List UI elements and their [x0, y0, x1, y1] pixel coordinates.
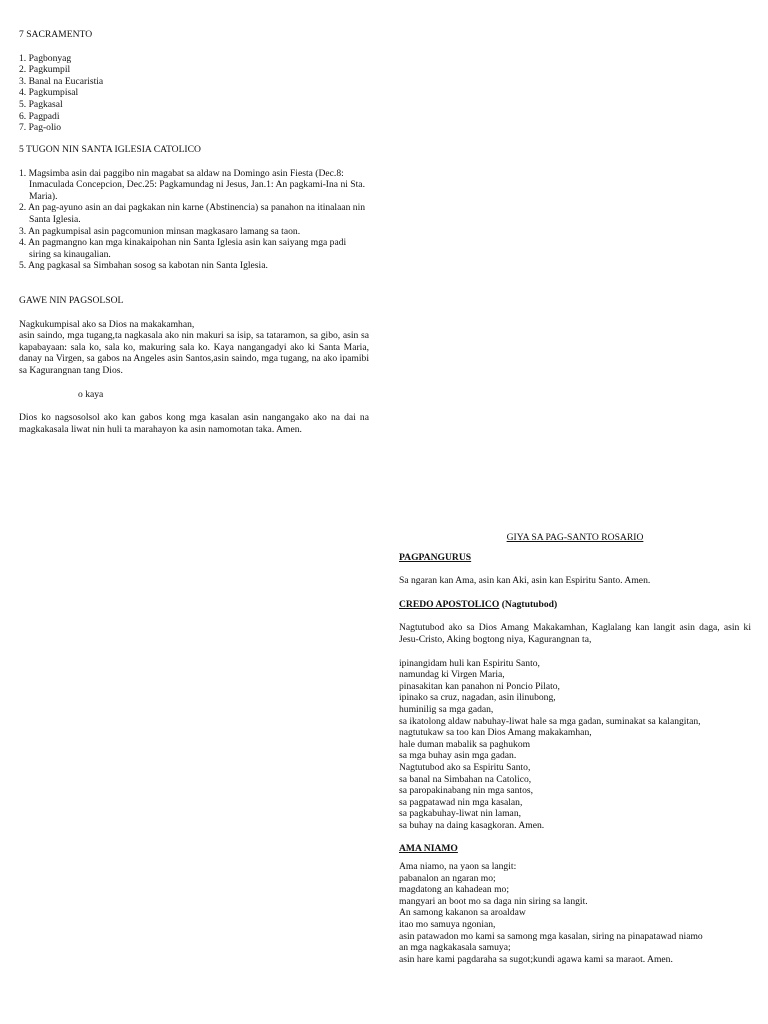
ama-line: An samong kakanon sa aroaldaw: [399, 907, 526, 919]
pagpangurus-text: Sa ngaran kan Ama, asin kan Aki, asin kan Espiritu Santo. Amen.: [399, 575, 651, 587]
credo-line: nagtutukaw sa too kan Dios Amang makakamhan,: [399, 727, 592, 739]
ama-line: pabanalon an ngaran mo;: [399, 872, 496, 884]
credo-line: sa pagkabuhay-liwat nin laman,: [399, 808, 522, 820]
list-item: 2. An pag-ayuno asin an dai pagkakan nin karne (Abstinencia) sa panahon na itinalaan nin Santa Iglesia.: [19, 202, 366, 225]
tugon-section: [19, 144, 369, 272]
pagpangurus-heading: PAGPANGURUS: [399, 551, 472, 563]
ama-line: asin patawadon mo kami sa samong mga kasalan, siring na pinapatawad niamo: [399, 930, 703, 942]
ama-heading: AMA NIAMO: [399, 843, 458, 855]
rosario-section: [399, 532, 751, 965]
sacramento-heading: 7 SACRAMENTO: [19, 29, 93, 40]
credo-line: sa mga buhay asin mga gadan.: [399, 750, 517, 762]
credo-heading: [399, 599, 751, 611]
gawe-paragraph: asin saindo, mga tugang,ta nagkasala ako nin makuri sa isip, sa tataramon, sa gibo, asin sa kapabayaan: sala ko, sala ko, makuring sala ko. Kaya nangangadyi ako ki Santa Maria, danay na Virgen, sa gabos na Angeles asin Santos,asin saindo, mga tugang, na ako ipamibi sa Kagurangnan tang Dios.: [19, 330, 369, 376]
list-item: 4. An pagmangno kan mga kinakaipohan nin Santa Iglesia asin kan saiyang mga padi siring sa kinaugalian.: [19, 237, 347, 260]
credo-line: sa banal na Simbahan na Catolico,: [399, 773, 532, 785]
credo-heading-main: CREDO APOSTOLICO: [399, 598, 500, 610]
gawe-paragraph-2: Dios ko nagsosolsol ako kan gabos kong mga kasalan asin nangangako ako na dai na magkakasala liwat nin huli ta marahayon ka asin namomotan taka. Amen.: [19, 412, 369, 435]
credo-line: pinasakitan kan panahon ni Poncio Pilato,: [399, 680, 560, 692]
list-item: 2. Pagkumpil: [19, 64, 71, 76]
credo-line: sa paropakinabang nin mga santos,: [399, 785, 534, 797]
list-item: 4. Pagkumpisal: [19, 87, 79, 99]
tugon-list: [19, 168, 369, 272]
page-title: GIYA SA PAG-SANTO ROSARIO: [506, 532, 644, 543]
credo-line: sa ikatolong aldaw nabuhay-liwat hale sa mga gadan, suminakat sa kalangitan,: [399, 715, 701, 727]
list-item: 5. Pagkasal: [19, 98, 63, 110]
ama-line: magdatong an kahadean mo;: [399, 884, 510, 896]
ama-line: mangyari an boot mo sa daga nin siring sa langit.: [399, 895, 588, 907]
ama-lines: [399, 861, 751, 965]
sacramento-list: [19, 53, 369, 134]
credo-line: sa pagpatawad nin mga kasalan,: [399, 796, 523, 808]
list-item: 5. Ang pagkasal sa Simbahan sosog sa kabotan nin Santa Iglesia.: [19, 260, 268, 272]
list-item: 3. Banal na Eucaristia: [19, 75, 104, 87]
list-item: 7. Pag-olio: [19, 122, 62, 134]
credo-line: huminilig sa mga gadan,: [399, 703, 494, 715]
ama-line: Ama niamo, na yaon sa langit:: [399, 861, 517, 873]
ama-line: itao mo samuya ngonian,: [399, 919, 496, 931]
credo-line: Nagtutubod ako sa Espiritu Santo,: [399, 761, 531, 773]
list-item: 6. Pagpadi: [19, 110, 60, 122]
ama-line: an mga nagkakasala samuya;: [399, 942, 511, 954]
list-item: 1. Magsimba asin dai paggibo nin magabat sa aldaw na Domingo asin Fiesta (Dec.8: Inmaculada Concepcion, Dec.25: Pagkamundag ni Jesus, Jan.1: An pagkami-Ina ni Sta. Maria).: [19, 167, 365, 202]
credo-line: ipinako sa cruz, nagadan, asin ilinubong,: [399, 692, 556, 704]
list-item: 1. Pagbonyag: [19, 52, 72, 64]
credo-line: hale duman mabalik sa paghukom: [399, 738, 531, 750]
credo-line: ipinangidam huli kan Espiritu Santo,: [399, 657, 540, 669]
gawe-line1: Nagkukumpisal ako sa Dios na makakamhan,: [19, 318, 195, 330]
credo-paragraph: Nagtutubod ako sa Dios Amang Makakamhan, Kaglalang kan langit asin daga, asin ki Jesu-Cristo, Aking bogtong niya, Kagurangnan ta,: [399, 622, 751, 645]
list-item: 3. An pagkumpisal asin pagcomunion minsan magkasaro lamang sa taon.: [19, 225, 301, 237]
tugon-heading: 5 TUGON NIN SANTA IGLESIA CATOLICO: [19, 144, 201, 155]
credo-line: sa buhay na daing kasagkoran. Amen.: [399, 819, 545, 831]
sacramento-section: [19, 29, 369, 134]
credo-lines: [399, 658, 751, 832]
credo-line: namundag ki Virgen Maria,: [399, 669, 505, 681]
gawe-section: [19, 295, 369, 435]
ama-line: asin hare kami pagdaraha sa sugot;kundi agawa kami sa maraot. Amen.: [399, 953, 673, 965]
okaya-text: o kaya: [78, 388, 104, 400]
gawe-heading: GAWE NIN PAGSOLSOL: [19, 295, 124, 306]
credo-heading-suffix: (Nagtutubod): [499, 598, 558, 610]
